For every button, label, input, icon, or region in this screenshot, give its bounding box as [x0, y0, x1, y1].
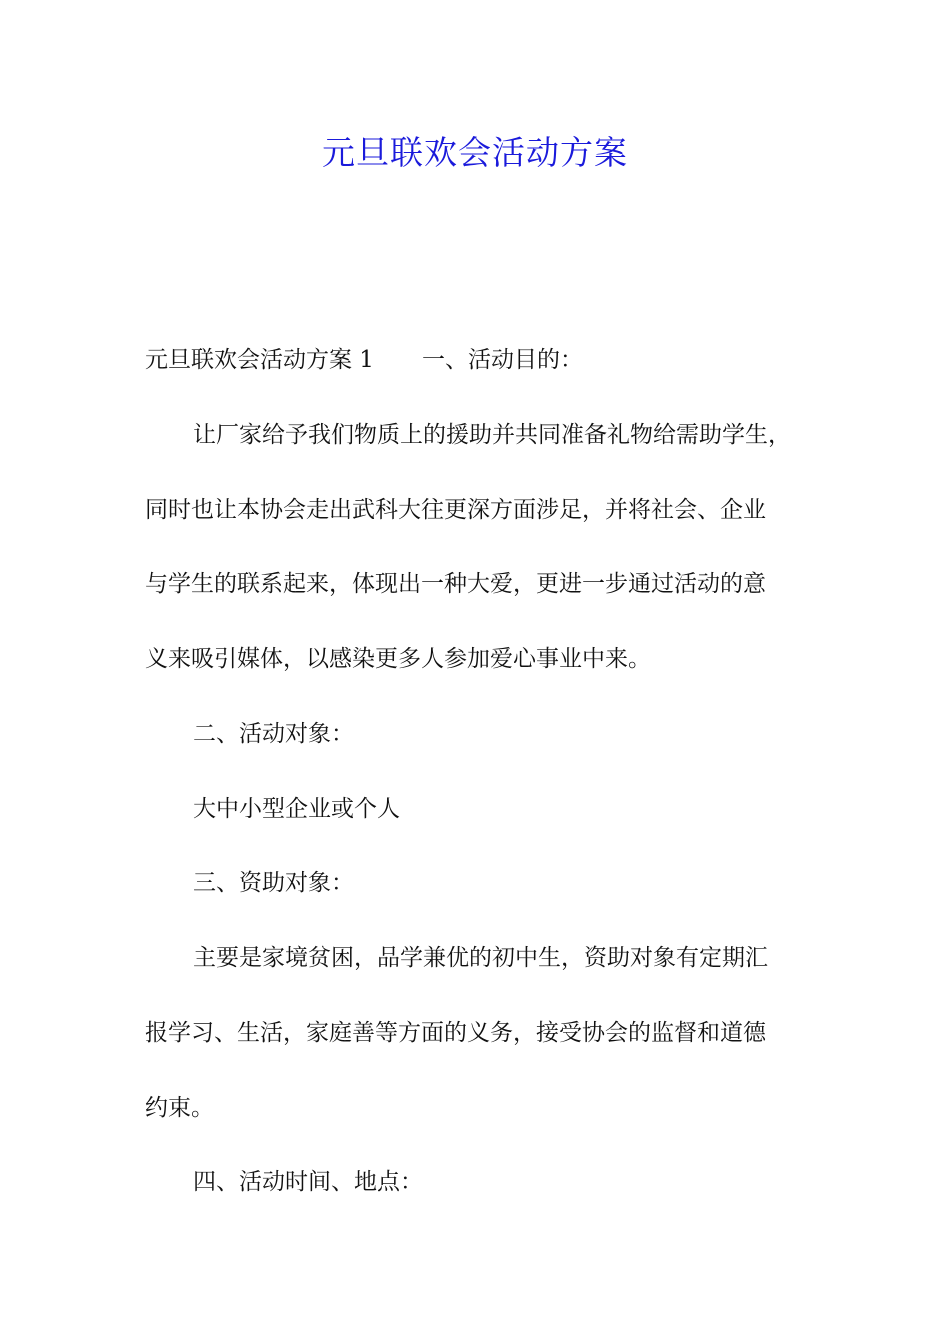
paragraph-line: 大中小型企业或个人 [193, 796, 400, 822]
plan-number-label: 元旦联欢会活动方案 1 [145, 347, 374, 373]
section-heading-beneficiaries: 三、资助对象： [193, 870, 354, 896]
paragraph-line: 让厂家给予我们物质上的援助并共同准备礼物给需助学生， [193, 422, 791, 448]
paragraph-line: 义来吸引媒体，以感染更多人参加爱心事业中来。 [145, 646, 651, 672]
section-heading-purpose: 一、活动目的： [421, 347, 583, 373]
paragraph-line: 主要是家境贫困，品学兼优的初中生，资助对象有定期汇 [193, 945, 768, 971]
heading-line-section-1 [145, 345, 825, 375]
paragraph-line: 与学生的联系起来，体现出一种大爱，更进一步通过活动的意 [145, 571, 766, 597]
paragraph-line: 报学习、生活，家庭善等方面的义务，接受协会的监督和道德 [145, 1020, 766, 1046]
paragraph-line: 约束。 [145, 1095, 214, 1121]
document-title: 元旦联欢会活动方案 [322, 133, 628, 172]
section-heading-target: 二、活动对象： [193, 721, 354, 747]
paragraph-line: 同时也让本协会走出武科大往更深方面涉足，并将社会、企业 [145, 497, 766, 523]
section-heading-time-place: 四、活动时间、地点： [193, 1169, 423, 1195]
